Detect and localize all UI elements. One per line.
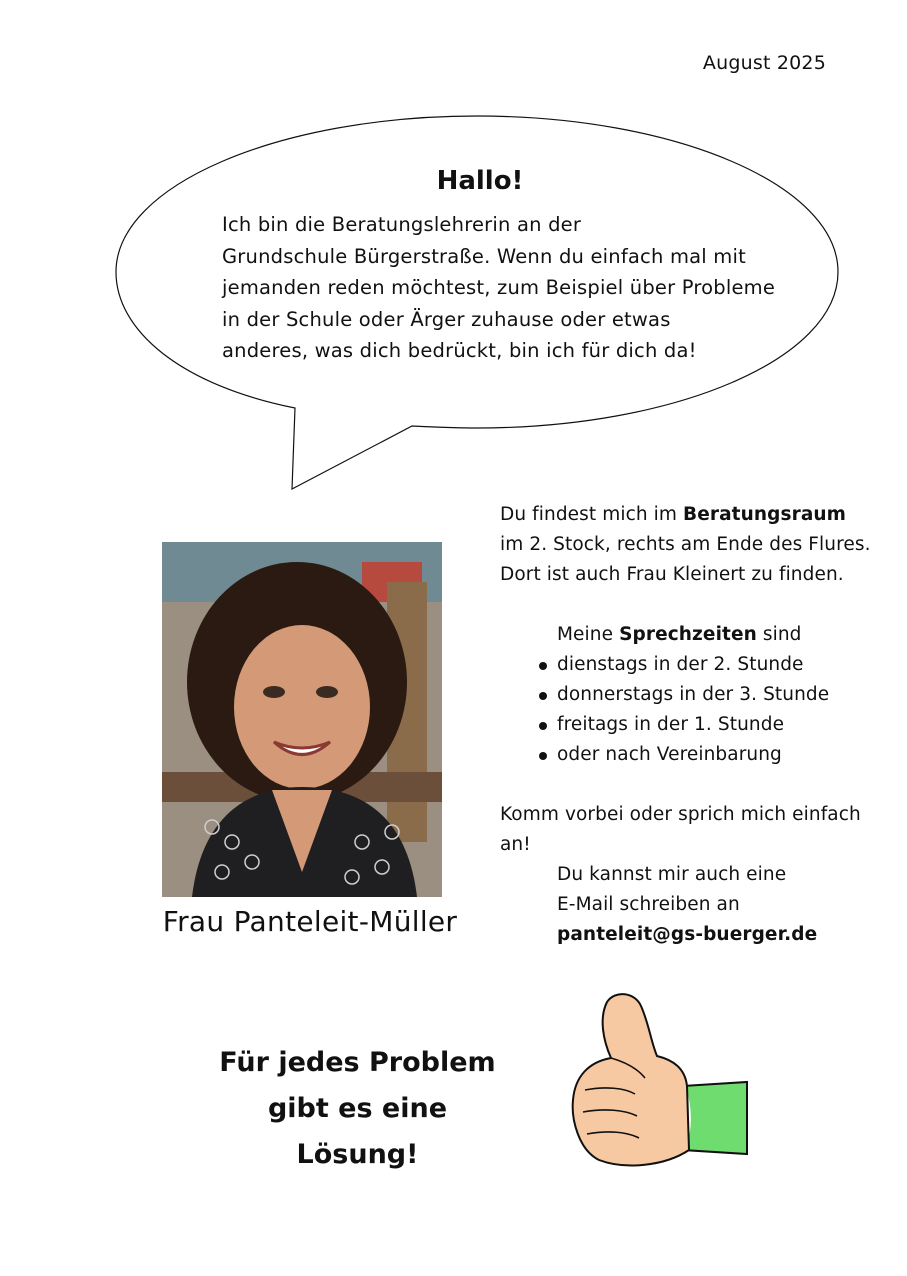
portrait-photo	[162, 542, 442, 897]
location-prefix: Du findest mich im	[500, 504, 684, 525]
invite-line: Komm vorbei oder sprich mich einfach	[500, 804, 861, 825]
office-hours-item: freitags in der 1. Stunde	[539, 710, 890, 740]
email-intro-line: Du kannst mir auch eine	[557, 864, 787, 885]
email-intro-line: E-Mail schreiben an	[557, 894, 740, 915]
greeting-title: Hallo!	[436, 166, 524, 196]
location-line	[500, 500, 890, 530]
intro-line: Grundschule Bürgerstraße. Wenn du einfach mal mit	[222, 244, 746, 268]
office-hours-label: Sprechzeiten	[619, 624, 757, 645]
office-hours-list	[500, 650, 890, 770]
email-link[interactable]: panteleit@gs-buerger.de	[557, 924, 818, 945]
slogan-line: Für jedes Problem	[219, 1047, 496, 1078]
office-hours-item: oder nach Vereinbarung	[539, 740, 890, 770]
location-line: Dort ist auch Frau Kleinert zu finden.	[500, 564, 844, 585]
invite-line: an!	[500, 834, 531, 855]
counselor-name: Frau Panteleit-Müller	[162, 905, 458, 938]
info-block	[500, 500, 890, 950]
room-name: Beratungsraum	[683, 504, 847, 525]
intro-text	[222, 209, 776, 367]
date: August 2025	[702, 52, 826, 74]
office-hours-item: dienstags in der 2. Stunde	[539, 650, 890, 680]
office-hours-intro: Meine Sprechzeiten sind	[557, 624, 802, 645]
slogan-line: gibt es eine Lösung!	[267, 1093, 448, 1170]
location-line: im 2. Stock, rechts am Ende des Flures.	[500, 534, 871, 555]
intro-line: jemanden reden möchtest, zum Beispiel über Probleme	[222, 276, 776, 299]
intro-line: in der Schule oder Ärger zuhause oder etwas	[222, 307, 671, 331]
slogan	[205, 1040, 510, 1178]
intro-line: Ich bin die Beratungslehrerin an der	[222, 213, 582, 236]
intro-line: anderes, was dich bedrückt, bin ich für dich da!	[222, 339, 697, 362]
thumbs-up-icon	[565, 990, 755, 1180]
office-hours-item: donnerstags in der 3. Stunde	[539, 680, 890, 710]
